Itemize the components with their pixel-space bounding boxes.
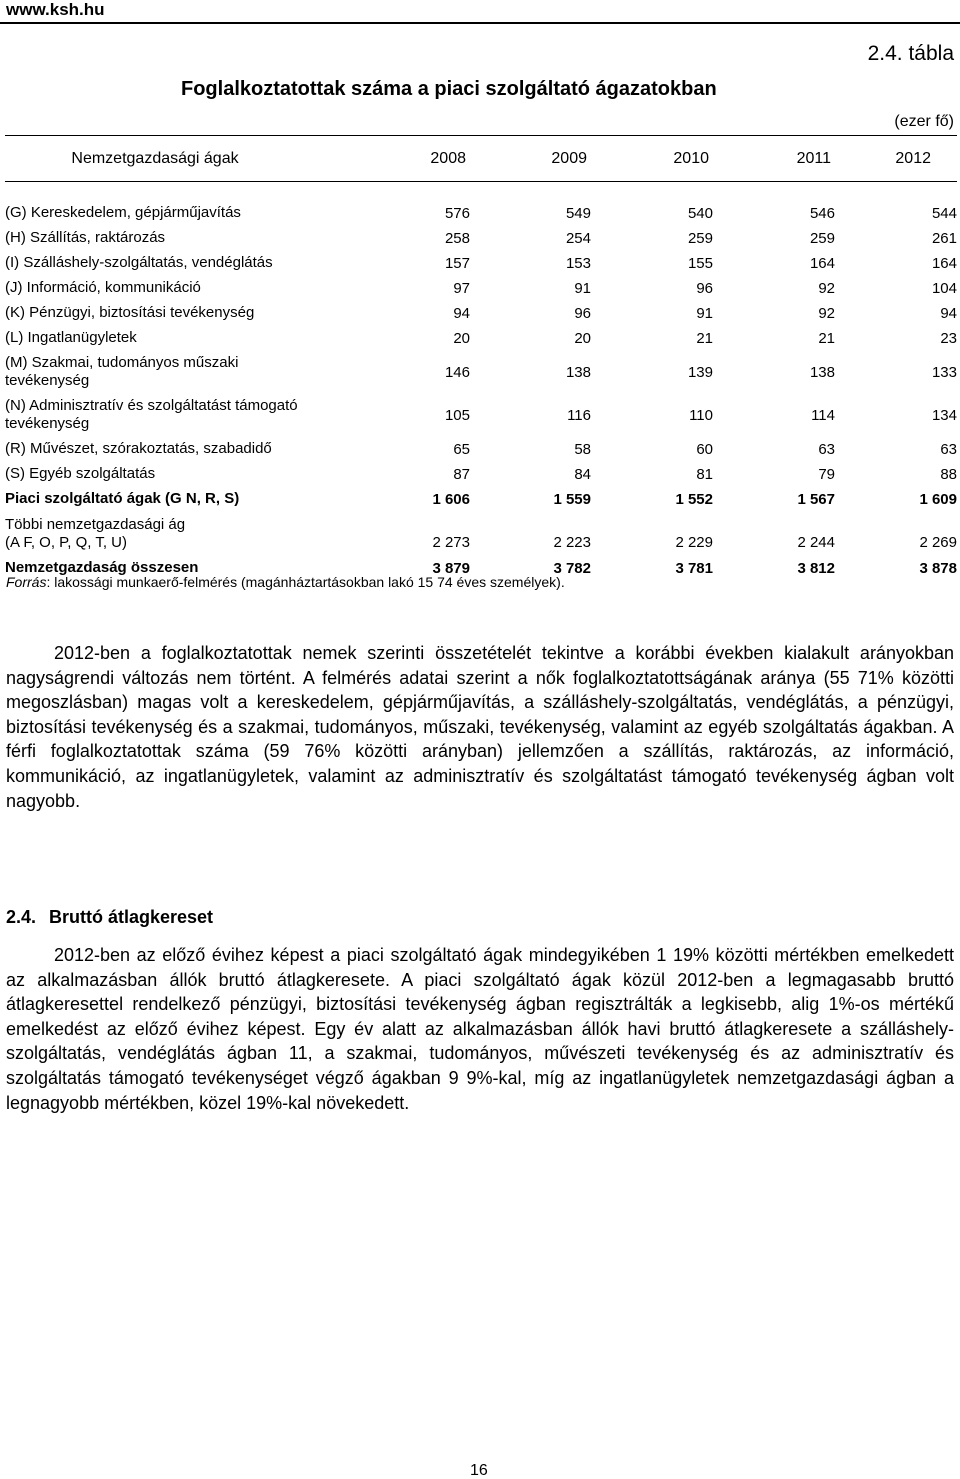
unit-label: (ezer fő) (894, 113, 954, 130)
cell-value: 549 (565, 204, 591, 222)
table-row (5, 201, 957, 226)
cell-value: 104 (931, 279, 957, 297)
cell-value: 91 (574, 279, 591, 297)
cell-value: 63 (940, 440, 957, 458)
cell-value: 1 552 (675, 490, 713, 508)
cell-value: 94 (453, 304, 470, 322)
row-label-line1: (N) Adminisztratív és szolgáltatást támogató (5, 397, 298, 414)
table-row (5, 437, 957, 462)
cell-value: 254 (565, 229, 591, 247)
cell-value: 2 223 (553, 533, 591, 551)
column-header-2012: 2012 (835, 136, 957, 182)
cell-value: 259 (809, 229, 835, 247)
cell-value: 2 229 (675, 533, 713, 551)
cell-value: 261 (931, 229, 957, 247)
cell-value: 60 (696, 440, 713, 458)
cell-value: 23 (940, 329, 957, 347)
cell-value: 138 (565, 363, 591, 381)
cell-value: 544 (931, 204, 957, 222)
cell-value: 139 (687, 363, 713, 381)
cell-value: 87 (453, 465, 470, 483)
cell-value: 259 (687, 229, 713, 247)
cell-value: 1 567 (797, 490, 835, 508)
section-number: 2.4. (6, 907, 37, 927)
cell-value: 63 (818, 440, 835, 458)
source-note (6, 574, 565, 590)
cell-value: 3 812 (797, 559, 835, 577)
cell-value: 3 781 (675, 559, 713, 577)
row-label: (S) Egyéb szolgáltatás (5, 465, 156, 482)
row-label: Piaci szolgáltató ágak (G N, R, S) (5, 490, 240, 507)
section-title: Bruttó átlagkereset (49, 907, 214, 927)
cell-value: 540 (687, 204, 713, 222)
table-row (5, 301, 957, 326)
cell-value: 138 (809, 363, 835, 381)
paragraph-text: 2012-ben az előző évihez képest a piaci szolgáltató ágak mindegyikében 1 19% közötti mértékben emelkedett az alkalmazásban állók bruttó átlagkeresete. A piaci szolgáltató ágak közül 2012-ben a legmagasabb bruttó átlagkeresettel rendelkező pénzügyi, biztosítási tevékenység ágban regisztrálták a legkisebb, alig 1%-os mértékű emelkedést az előző évihez képest. Egy év alatt az alkalmazásban állók havi bruttó átlagkeresete a szálláshely-szolgáltatás, vendéglátás ágban 11, a szakmai, tudományos, művészeti tevékenység és az adminisztratív és szolgáltatás támogató tevékenységet végző ágakban 9 9%-kal, míg az ingatlanügyletek nemzetgazdasági ágban a legnagyobb mértékben, közel 19%-kal növekedett. (6, 945, 954, 1113)
table-row (5, 512, 957, 556)
cell-value: 21 (818, 329, 835, 347)
cell-value: 2 269 (919, 533, 957, 551)
cell-value: 576 (444, 204, 470, 222)
cell-value: 88 (940, 465, 957, 483)
table-row (5, 394, 957, 437)
header-rule (0, 22, 960, 24)
cell-value: 546 (809, 204, 835, 222)
source-label: Forrás (6, 574, 47, 590)
row-label: Nemzetgazdaság összesen (5, 559, 199, 576)
cell-value: 110 (689, 406, 713, 424)
cell-value: 146 (444, 363, 470, 381)
column-header-2008: 2008 (365, 136, 470, 182)
cell-value: 91 (696, 304, 713, 322)
cell-value: 1 606 (432, 490, 470, 508)
row-label (5, 351, 365, 394)
row-label-line1: Többi nemzetgazdasági ág (5, 515, 186, 533)
cell-value: 133 (931, 363, 957, 381)
cell-value: 92 (818, 279, 835, 297)
cell-value: 58 (574, 440, 591, 458)
cell-value: 3 879 (432, 559, 470, 577)
row-label: (R) Művészet, szórakoztatás, szabadidő (5, 440, 272, 457)
cell-value: 2 244 (797, 533, 835, 551)
table-title: Foglalkoztatottak száma a piaci szolgáltató ágazatokban (181, 78, 717, 100)
cell-value: 164 (931, 254, 957, 272)
column-header-2009: 2009 (470, 136, 591, 182)
row-label-line2: tevékenység (5, 415, 90, 432)
cell-value: 20 (574, 329, 591, 347)
row-label: (K) Pénzügyi, biztosítási tevékenység (5, 304, 255, 321)
cell-value: 164 (809, 254, 835, 272)
section-heading (6, 907, 213, 928)
row-label: (G) Kereskedelem, gépjárműjavítás (5, 204, 241, 221)
paragraph-text: 2012-ben a foglalkoztatottak nemek szerinti összetételét tekintve a korábbi években kialakult arányokban nagyságrendi változás nem történt. A felmérés adatai szerint a nők foglalkoztatottságának aránya (55 71% közötti megoszlásban) magas volt a kereskedelem, gépjárműjavítás, a szálláshely-szolgáltatás, vendéglátás, a pénzügyi, biztosítási tevékenység és a szakmai, tudományos, műszaki, tevékenység, valamint az egyéb szolgáltatás ágakban. A férfi foglalkoztatottak száma (59 76% közötti arányban) jellemzően a szállítás, raktározás, az információ, kommunikáció, az ingatlanügyletek, valamint az adminisztratív és szolgáltatást támogató tevékenység ágban volt nagyobb. (6, 643, 954, 811)
cell-value: 105 (444, 406, 470, 424)
table-row (5, 326, 957, 351)
source-text: : lakossági munkaerő-felmérés (magánháztartásokban lakó 15 74 éves személyek). (46, 574, 565, 590)
row-label-line1: (M) Szakmai, tudományos műszaki (5, 354, 239, 371)
column-header-2010: 2010 (591, 136, 713, 182)
cell-value: 116 (567, 406, 591, 424)
row-label: (L) Ingatlanügyletek (5, 329, 137, 346)
cell-value: 157 (444, 254, 470, 272)
table-row (5, 226, 957, 251)
cell-value: 3 782 (553, 559, 591, 577)
cell-value: 84 (574, 465, 591, 483)
cell-value: 21 (696, 329, 713, 347)
table-row-subtotal (5, 487, 957, 512)
table-row (5, 251, 957, 276)
cell-value: 97 (453, 279, 470, 297)
row-label-line2: (A F, O, P, Q, T, U) (5, 533, 127, 551)
cell-value: 79 (818, 465, 835, 483)
cell-value: 1 609 (919, 490, 957, 508)
cell-value: 92 (818, 304, 835, 322)
paragraph-employment-gender (6, 641, 954, 813)
cell-value: 1 559 (553, 490, 591, 508)
row-label: (I) Szálláshely-szolgáltatás, vendéglátás (5, 254, 273, 271)
table-row (5, 462, 957, 487)
cell-value: 258 (444, 229, 470, 247)
table-number: 2.4. tábla (867, 42, 954, 65)
cell-value: 94 (940, 304, 957, 322)
employment-table (5, 135, 957, 581)
cell-value: 65 (453, 440, 470, 458)
table-row (5, 351, 957, 394)
row-label: (J) Információ, kommunikáció (5, 279, 201, 296)
cell-value: 20 (453, 329, 470, 347)
table-row (5, 276, 957, 301)
row-label (5, 394, 365, 437)
cell-value: 3 878 (919, 559, 957, 577)
column-header-sector: Nemzetgazdasági ágak (5, 136, 365, 182)
cell-value: 114 (811, 406, 835, 424)
cell-value: 96 (696, 279, 713, 297)
row-label (5, 512, 365, 556)
row-label: (H) Szállítás, raktározás (5, 229, 166, 246)
paragraph-gross-earnings (6, 943, 954, 1115)
column-header-2011: 2011 (713, 136, 835, 182)
cell-value: 81 (696, 465, 713, 483)
cell-value: 153 (565, 254, 591, 272)
table-header-row (5, 136, 957, 182)
cell-value: 134 (931, 406, 957, 424)
cell-value: 155 (687, 254, 713, 272)
row-label-line2: tevékenység (5, 372, 90, 389)
page-number: 16 (470, 1462, 488, 1479)
cell-value: 2 273 (432, 533, 470, 551)
site-header-url[interactable]: www.ksh.hu (6, 0, 105, 19)
cell-value: 96 (574, 304, 591, 322)
